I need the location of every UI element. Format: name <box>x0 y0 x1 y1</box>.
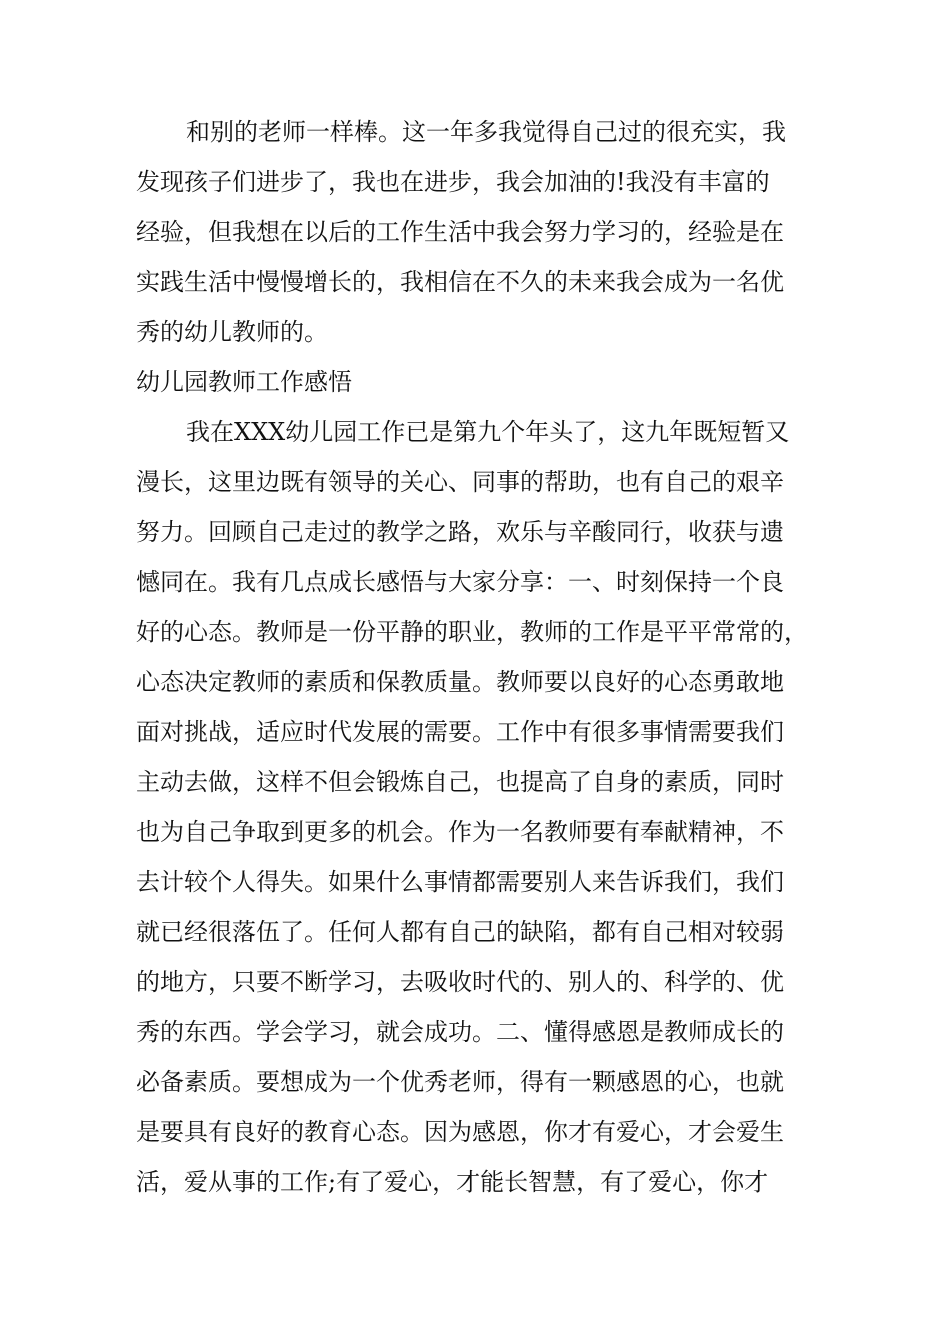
text-line: 必备素质。要想成为一个优秀老师，得有一颗感恩的心，也就 <box>136 1068 784 1096</box>
text-line: 漫长，这里边既有领导的关心、同事的帮助，也有自己的艰辛 <box>136 468 784 496</box>
text-line: 面对挑战，适应时代发展的需要。工作中有很多事情需要我们 <box>136 718 784 746</box>
text-line: 发现孩子们进步了，我也在进步，我会加油的!我没有丰富的 <box>136 168 770 196</box>
text-line: 也为自己争取到更多的机会。作为一名教师要有奉献精神，不 <box>136 818 784 846</box>
text-line: 憾同在。我有几点成长感悟与大家分享：一、时刻保持一个良 <box>136 568 784 596</box>
text-line: 实践生活中慢慢增长的，我相信在不久的未来我会成为一名优 <box>136 268 784 296</box>
text-line: 经验，但我想在以后的工作生活中我会努力学习的，经验是在 <box>136 218 784 246</box>
text-line: 心态决定教师的素质和保教质量。教师要以良好的心态勇敢地 <box>136 668 784 696</box>
text-line: 秀的东西。学会学习，就会成功。二、懂得感恩是教师成长的 <box>136 1018 784 1046</box>
section-heading: 幼儿园教师工作感悟 <box>136 368 352 396</box>
text-line: 就已经很落伍了。任何人都有自己的缺陷，都有自己相对较弱 <box>136 918 784 946</box>
text-line: 努力。回顾自己走过的教学之路，欢乐与辛酸同行，收获与遗 <box>136 518 784 546</box>
text-line: 秀的幼儿教师的。 <box>136 318 328 346</box>
text-line: 是要具有良好的教育心态。因为感恩，你才有爱心，才会爱生 <box>136 1118 784 1146</box>
text-line: 和别的老师一样棒。这一年多我觉得自己过的很充实，我 <box>186 118 786 146</box>
text-line: 我在XXX幼儿园工作已是第九个年头了，这九年既短暂又 <box>186 418 790 446</box>
text-line: 的地方，只要不断学习，去吸收时代的、别人的、科学的、优 <box>136 968 784 996</box>
text-line: 好的心态。教师是一份平静的职业，教师的工作是平平常常的， <box>136 618 808 646</box>
text-line: 活，爱从事的工作;有了爱心，才能长智慧，有了爱心，你才 <box>136 1168 769 1196</box>
text-line: 去计较个人得失。如果什么事情都需要别人来告诉我们，我们 <box>136 868 784 896</box>
text-line: 主动去做，这样不但会锻炼自己，也提高了自身的素质，同时 <box>136 768 784 796</box>
